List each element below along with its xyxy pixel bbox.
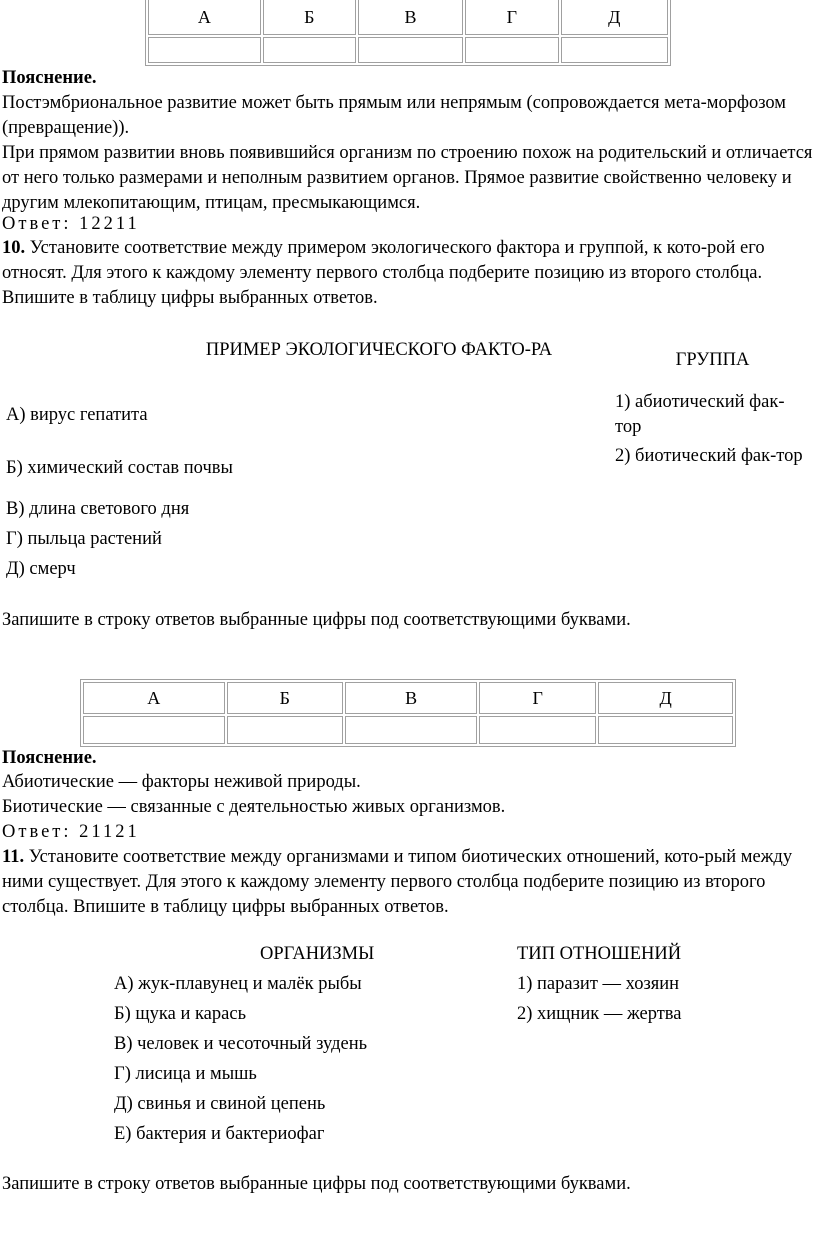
answer-letter-cell: В: [345, 682, 477, 714]
answer-value: 21121: [79, 822, 140, 842]
answer-input-cell[interactable]: [345, 716, 477, 744]
answer-line: [2, 820, 814, 845]
explanation-paragraph: Абиотические — факторы неживой природы.: [2, 772, 361, 792]
list-item: А) жук-плавунец и малёк рыбы: [114, 974, 362, 994]
answer-input-cell[interactable]: [358, 37, 463, 63]
answer-letter-cell: Д: [598, 682, 733, 714]
list-item: 2) хищник — жертва: [517, 1004, 682, 1024]
answer-input-cell[interactable]: [227, 716, 343, 744]
answer-value: 12211: [79, 214, 140, 234]
list-item: В) длина светового дня: [6, 499, 190, 519]
answer-letter-cell: А: [83, 682, 225, 714]
list-item: Г) лисица и мышь: [114, 1064, 257, 1084]
column-header-factor: ПРИМЕР ЭКОЛОГИЧЕСКОГО ФАКТО-РА: [205, 340, 553, 360]
answer-table-input-row: [83, 716, 733, 744]
question-11: [2, 845, 814, 920]
list-item: Г) пыльца растений: [6, 529, 162, 549]
list-item: В) человек и чесоточный зудень: [114, 1034, 368, 1054]
answer-table-1: [145, 0, 671, 66]
answer-letter-cell: В: [358, 0, 463, 35]
question-number: 11.: [2, 847, 25, 867]
answer-input-cell[interactable]: [465, 37, 558, 63]
list-item: Д) свинья и свиной цепень: [114, 1094, 326, 1114]
answer-letter-cell: Б: [227, 682, 343, 714]
column-header-group: ГРУППА: [675, 350, 750, 370]
answer-line: [2, 212, 814, 237]
answer-table-2: [80, 679, 736, 747]
column-header-organisms: ОРГАНИЗМЫ: [260, 944, 375, 964]
list-item: 1) абиотический фак-тор: [615, 392, 785, 437]
question-10: [2, 236, 814, 311]
answer-input-cell[interactable]: [83, 716, 225, 744]
list-item: Б) щука и карась: [114, 1004, 247, 1024]
column-header-relation-type: ТИП ОТНОШЕНИЙ: [517, 944, 682, 964]
answer-input-cell[interactable]: [479, 716, 596, 744]
explanation-heading: Пояснение.: [2, 748, 97, 768]
answer-letter-cell: Г: [479, 682, 596, 714]
answer-letter-cell: Г: [465, 0, 558, 35]
answer-label: Ответ:: [2, 822, 72, 842]
answer-input-cell[interactable]: [263, 37, 356, 63]
answer-letter-cell: А: [148, 0, 261, 35]
answer-table-header-row: [148, 0, 668, 35]
list-item: А) вирус гепатита: [6, 405, 148, 425]
list-item: 2) биотический фак-тор: [615, 446, 803, 466]
explanation-paragraph: При прямом развитии вновь появившийся организм по строению похож на родительский и отличается от него только размерами и неполным развитием органов. Прямое развитие свойственно человеку и другим млекопитающим, птицам, пресмыкающимся.: [2, 143, 813, 213]
explanation-heading: Пояснение.: [2, 68, 97, 88]
explanation-paragraph: Биотические — связанные с деятельностью живых организмов.: [2, 797, 506, 817]
answer-label: Ответ:: [2, 214, 72, 234]
list-item: Б) химический состав почвы: [6, 458, 233, 478]
instruction: Запишите в строку ответов выбранные цифры под соответствующими буквами.: [2, 1174, 631, 1194]
question-number: 10.: [2, 238, 26, 258]
list-item: Е) бактерия и бактериофаг: [114, 1124, 325, 1144]
answer-table-header-row: [83, 682, 733, 714]
answer-input-cell[interactable]: [561, 37, 668, 63]
list-item: 1) паразит — хозяин: [517, 974, 680, 994]
question-text: Установите соответствие между примером экологического фактора и группой, к кото-рой его относят. Для этого к каждому элементу первого столбца подберите позицию из второго столбца. Впишите в таблицу цифры выбранных ответов.: [2, 238, 765, 308]
answer-letter-cell: Б: [263, 0, 356, 35]
question-text: Установите соответствие между организмами и типом биотических отношений, кото-рый между ними существует. Для этого к каждому элементу первого столбца подберите позицию из второго столбца. Впишите в таблицу цифры выбранных ответов.: [2, 847, 793, 917]
answer-table-input-row: [148, 37, 668, 63]
explanation-paragraph: Постэмбриональное развитие может быть прямым или непрямым (сопровождается мета-морфозом (превращение)).: [2, 93, 787, 138]
answer-letter-cell: Д: [561, 0, 668, 35]
instruction: Запишите в строку ответов выбранные цифры под соответствующими буквами.: [2, 610, 631, 630]
answer-input-cell[interactable]: [148, 37, 261, 63]
list-item: Д) смерч: [6, 559, 76, 579]
answer-input-cell[interactable]: [598, 716, 733, 744]
